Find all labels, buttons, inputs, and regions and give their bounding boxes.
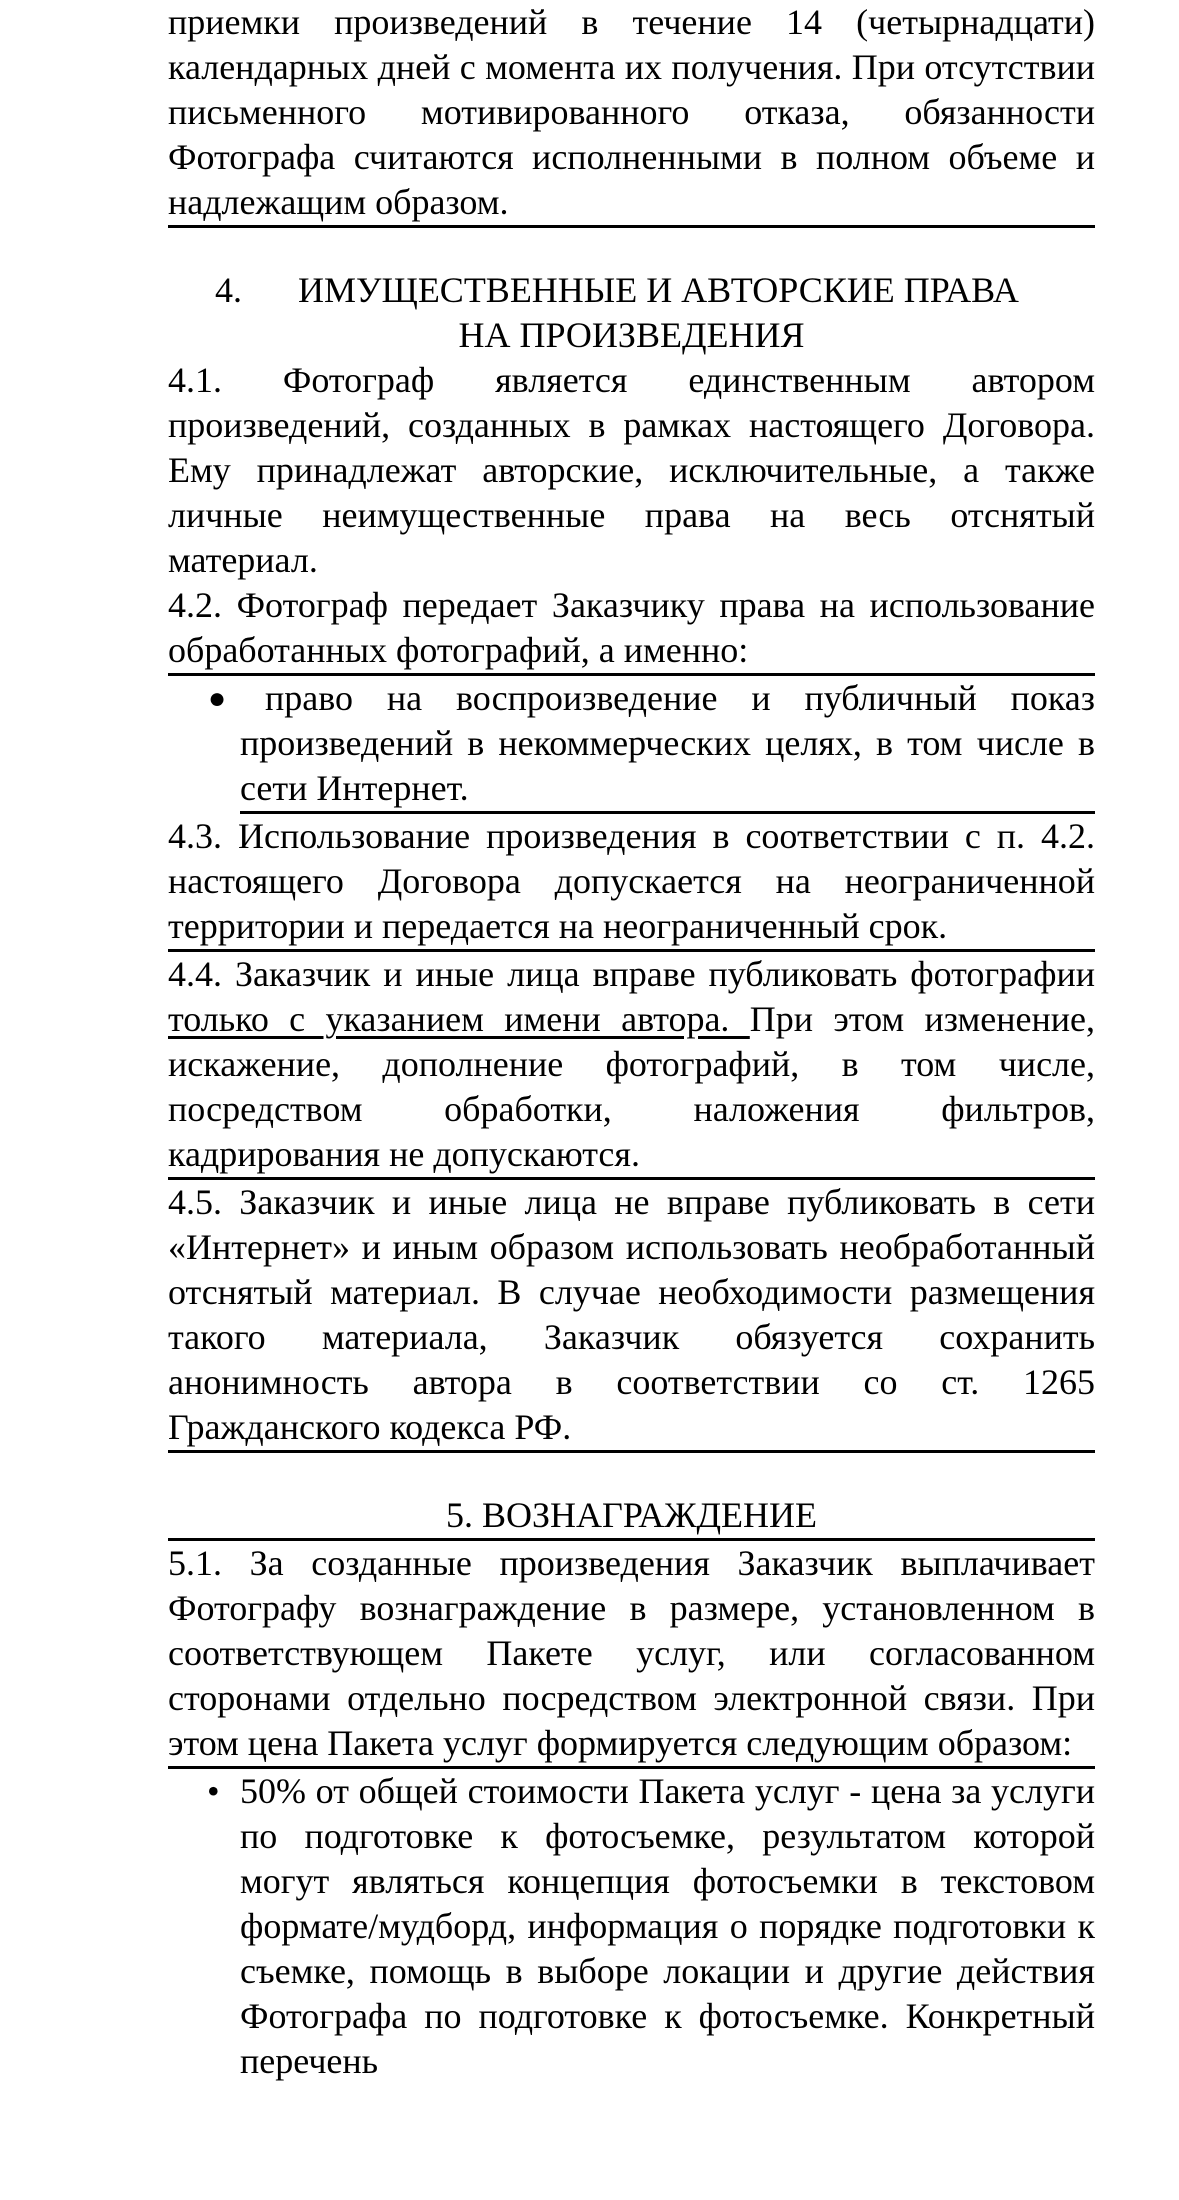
paragraph-acceptance-terms: приемки произведений в течение 14 (четырнадцати) календарных дней с момента их получения. При отсутствии письменного мотивированного отказа, обязанности Фотографа считаются исполненными в полном объеме и надлежащим образом.: [168, 0, 1095, 228]
clause-4-4-text-after: При этом изменение, искажение, дополнение фотографий, в том числе, посредством обработки, наложения фильтров, кадрирования не допускаются.: [168, 999, 1096, 1174]
clause-4-3: 4.3. Использование произведения в соответствии с п. 4.2. настоящего Договора допускается на неограниченной территории и передается на неограниченный срок.: [168, 814, 1095, 952]
bullet-icon: •: [207, 1771, 220, 1811]
section-4-heading-number: 4.: [215, 270, 242, 310]
clause-4-5: 4.5. Заказчик и иные лица не вправе публиковать в сети «Интернет» и иным образом использовать необработанный отснятый материал. В случае необходимости размещения такого материала, Заказчик обязуется сохранить анонимность автора в соответствии со ст. 1265 Гражданского кодекса РФ.: [168, 1180, 1095, 1453]
section-5-heading: 5. ВОЗНАГРАЖДЕНИЕ: [168, 1493, 1095, 1541]
section-4-heading-line2: НА ПРОИЗВЕДЕНИЯ: [458, 315, 805, 355]
bullet-item-package-price-50-percent: [207, 1769, 1095, 2084]
section-4-heading-line1: [168, 268, 1095, 313]
bullet-item-text: 50% от общей стоимости Пакета услуг - цена за услуги по подготовке к фотосъемке, результатом которой могут являться концепция фотосъемки в текстовом формате/мудборд, информация о порядке подготовки к съемке, помощь в выборе локации и другие действия Фотографа по подготовке к фотосъемке. Конкретный перечень: [240, 1771, 1095, 2081]
bullet-icon: ●: [208, 682, 227, 715]
section-4-heading: [168, 268, 1095, 358]
clause-4-4-text-before: 4.4. Заказчик и иные лица вправе публиковать фотографии: [168, 954, 1095, 994]
bullet-item-reproduction-right: [208, 676, 1095, 814]
clause-4-4: [168, 952, 1095, 1180]
bullet-item-text: право на воспроизведение и публичный показ произведений в некоммерческих целях, в том числе в сети Интернет.: [240, 678, 1095, 808]
clause-4-2: 4.2. Фотограф передает Заказчику права на использование обработанных фотографий, а именно:: [168, 583, 1095, 676]
clause-4-4-underlined-text: только с указанием имени автора.: [168, 999, 750, 1039]
clause-4-1: 4.1. Фотограф является единственным автором произведений, созданных в рамках настоящего Договора. Ему принадлежат авторские, исключительные, а также личные неимущественные права на весь отснятый материал.: [168, 360, 1095, 580]
section-4-heading-title: ИМУЩЕСТВЕННЫЕ И АВТОРСКИЕ ПРАВА: [298, 270, 1019, 310]
clause-5-1: 5.1. За созданные произведения Заказчик выплачивает Фотографу вознаграждение в размере, установленном в соответствующем Пакете услуг, или согласованном сторонами отдельно посредством электронной связи. При этом цена Пакета услуг формируется следующим образом:: [168, 1541, 1095, 1769]
contract-page: [168, 0, 1095, 2084]
